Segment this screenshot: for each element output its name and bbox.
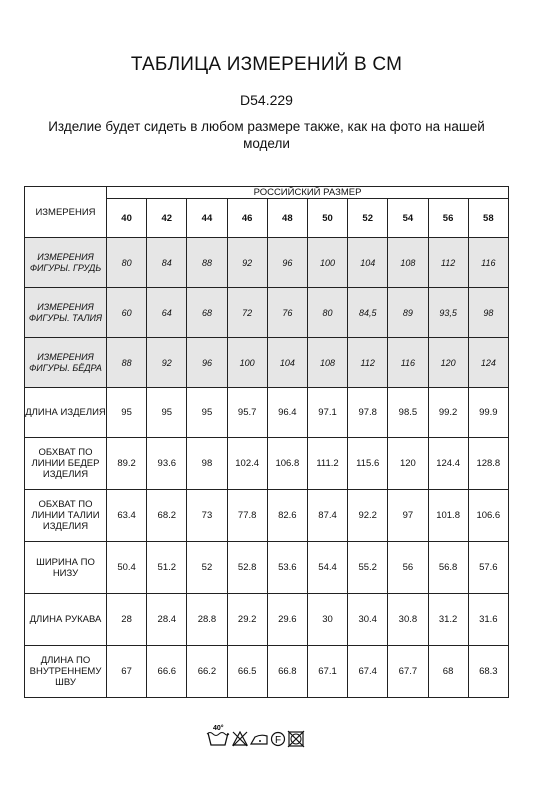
- table-cell: 29.6: [267, 594, 307, 646]
- table-cell: 68.3: [468, 646, 508, 698]
- table-cell: 88: [187, 238, 227, 288]
- size-header: 44: [187, 199, 227, 238]
- table-cell: 120: [428, 338, 468, 388]
- table-cell: 73: [187, 490, 227, 542]
- table-cell: 66.6: [147, 646, 187, 698]
- table-cell: 96.4: [267, 388, 307, 438]
- size-header: 54: [388, 199, 428, 238]
- table-cell: 102.4: [227, 438, 267, 490]
- table-cell: 30.8: [388, 594, 428, 646]
- table-cell: 93,5: [428, 288, 468, 338]
- row-label: ИЗМЕРЕНИЯ ФИГУРЫ. ГРУДЬ: [25, 238, 107, 288]
- table-cell: 92: [147, 338, 187, 388]
- table-cell: 98: [187, 438, 227, 490]
- table-cell: 95: [187, 388, 227, 438]
- table-cell: 95: [107, 388, 147, 438]
- table-cell: 84,5: [348, 288, 388, 338]
- table-cell: 66.5: [227, 646, 267, 698]
- table-cell: 82.6: [267, 490, 307, 542]
- table-cell: 68: [187, 288, 227, 338]
- table-cell: 124.4: [428, 438, 468, 490]
- model-code: D54.229: [240, 92, 293, 108]
- table-cell: 96: [267, 238, 307, 288]
- table-cell: 97.8: [348, 388, 388, 438]
- row-label: ШИРИНА ПО НИЗУ: [25, 542, 107, 594]
- table-cell: 52: [187, 542, 227, 594]
- table-cell: 124: [468, 338, 508, 388]
- iron-low-icon: [251, 735, 267, 744]
- table-cell: 68.2: [147, 490, 187, 542]
- row-label: ОБХВАТ ПО ЛИНИИ БЕДЕР ИЗДЕЛИЯ: [25, 438, 107, 490]
- size-table: [24, 186, 509, 698]
- row-label: ДЛИНА ПО ВНУТРЕННЕМУ ШВУ: [25, 646, 107, 698]
- size-header: 46: [227, 199, 267, 238]
- corner-label: ИЗМЕРЕНИЯ: [25, 187, 107, 238]
- table-cell: 112: [428, 238, 468, 288]
- table-row: [25, 490, 509, 542]
- dryclean-f-icon: [272, 733, 285, 747]
- table-cell: 77.8: [227, 490, 267, 542]
- table-cell: 56: [388, 542, 428, 594]
- table-cell: 28.4: [147, 594, 187, 646]
- table-cell: 95: [147, 388, 187, 438]
- table-cell: 50.4: [107, 542, 147, 594]
- table-cell: 99.2: [428, 388, 468, 438]
- table-cell: 80: [107, 238, 147, 288]
- table-cell: 72: [227, 288, 267, 338]
- table-cell: 101.8: [428, 490, 468, 542]
- table-cell: 128.8: [468, 438, 508, 490]
- table-cell: 67.4: [348, 646, 388, 698]
- table-cell: 96: [187, 338, 227, 388]
- table-cell: 120: [388, 438, 428, 490]
- size-header: 42: [147, 199, 187, 238]
- table-cell: 116: [388, 338, 428, 388]
- table-cell: 89.2: [107, 438, 147, 490]
- table-cell: 53.6: [267, 542, 307, 594]
- size-header: 56: [428, 199, 468, 238]
- table-cell: 104: [267, 338, 307, 388]
- table-cell: 67.1: [307, 646, 347, 698]
- row-label: ДЛИНА РУКАВА: [25, 594, 107, 646]
- table-cell: 87.4: [307, 490, 347, 542]
- table-row: [25, 438, 509, 490]
- table-cell: 30.4: [348, 594, 388, 646]
- table-cell: 54.4: [307, 542, 347, 594]
- table-cell: 106.8: [267, 438, 307, 490]
- table-cell: 108: [388, 238, 428, 288]
- wash-40-icon: [207, 724, 229, 745]
- size-header: 40: [107, 199, 147, 238]
- table-cell: 66.2: [187, 646, 227, 698]
- table-cell: 63.4: [107, 490, 147, 542]
- table-cell: 88: [107, 338, 147, 388]
- table-cell: 67: [107, 646, 147, 698]
- size-header: 50: [307, 199, 347, 238]
- table-cell: 98: [468, 288, 508, 338]
- header-row: [25, 187, 509, 199]
- table-cell: 115.6: [348, 438, 388, 490]
- table-cell: 76: [267, 288, 307, 338]
- size-header: 58: [468, 199, 508, 238]
- table-cell: 100: [227, 338, 267, 388]
- table-row: [25, 288, 509, 338]
- table-cell: 68: [428, 646, 468, 698]
- table-row: [25, 388, 509, 438]
- table-cell: 116: [468, 238, 508, 288]
- row-label: ИЗМЕРЕНИЯ ФИГУРЫ. ТАЛИЯ: [25, 288, 107, 338]
- table-cell: 112: [348, 338, 388, 388]
- row-label: ИЗМЕРЕНИЯ ФИГУРЫ. БЁДРА: [25, 338, 107, 388]
- table-cell: 84: [147, 238, 187, 288]
- table-cell: 28: [107, 594, 147, 646]
- row-label: ОБХВАТ ПО ЛИНИИ ТАЛИИ ИЗДЕЛИЯ: [25, 490, 107, 542]
- table-row: [25, 646, 509, 698]
- table-cell: 57.6: [468, 542, 508, 594]
- table-cell: 99.9: [468, 388, 508, 438]
- table-cell: 66.8: [267, 646, 307, 698]
- table-cell: 29.2: [227, 594, 267, 646]
- size-group-label: РОССИЙСКИЙ РАЗМЕР: [107, 187, 509, 199]
- table-cell: 93.6: [147, 438, 187, 490]
- table-row: [25, 338, 509, 388]
- page-title: ТАБЛИЦА ИЗМЕРЕНИЙ В СМ: [130, 54, 403, 75]
- wash-temp-label: 40°: [213, 725, 224, 732]
- table-cell: 55.2: [348, 542, 388, 594]
- table-row: [25, 238, 509, 288]
- table-cell: 28.8: [187, 594, 227, 646]
- table-cell: 52.8: [227, 542, 267, 594]
- table-cell: 80: [307, 288, 347, 338]
- table-cell: 31.6: [468, 594, 508, 646]
- table-cell: 100: [307, 238, 347, 288]
- table-row: [25, 542, 509, 594]
- table-cell: 106.6: [468, 490, 508, 542]
- table-row: [25, 594, 509, 646]
- no-bleach-icon: [233, 732, 247, 746]
- table-cell: 108: [307, 338, 347, 388]
- table-cell: 51.2: [147, 542, 187, 594]
- table-cell: 97.1: [307, 388, 347, 438]
- dryclean-letter: F: [275, 735, 282, 746]
- table-cell: 98.5: [388, 388, 428, 438]
- size-header: 52: [348, 199, 388, 238]
- care-symbols: [205, 720, 325, 750]
- table-cell: 60: [107, 288, 147, 338]
- row-label: ДЛИНА ИЗДЕЛИЯ: [25, 388, 107, 438]
- table-cell: 97: [388, 490, 428, 542]
- table-cell: 67.7: [388, 646, 428, 698]
- table-cell: 111.2: [307, 438, 347, 490]
- table-cell: 64: [147, 288, 187, 338]
- size-header: 48: [267, 199, 307, 238]
- table-cell: 104: [348, 238, 388, 288]
- no-tumble-dry-icon: [288, 731, 304, 747]
- table-cell: 95.7: [227, 388, 267, 438]
- fit-note: Изделие будет сидеть в любом размере также, как на фото на нашей модели: [48, 119, 485, 151]
- table-cell: 92.2: [348, 490, 388, 542]
- table-cell: 30: [307, 594, 347, 646]
- table-cell: 92: [227, 238, 267, 288]
- table-cell: 56.8: [428, 542, 468, 594]
- table-cell: 89: [388, 288, 428, 338]
- table-cell: 31.2: [428, 594, 468, 646]
